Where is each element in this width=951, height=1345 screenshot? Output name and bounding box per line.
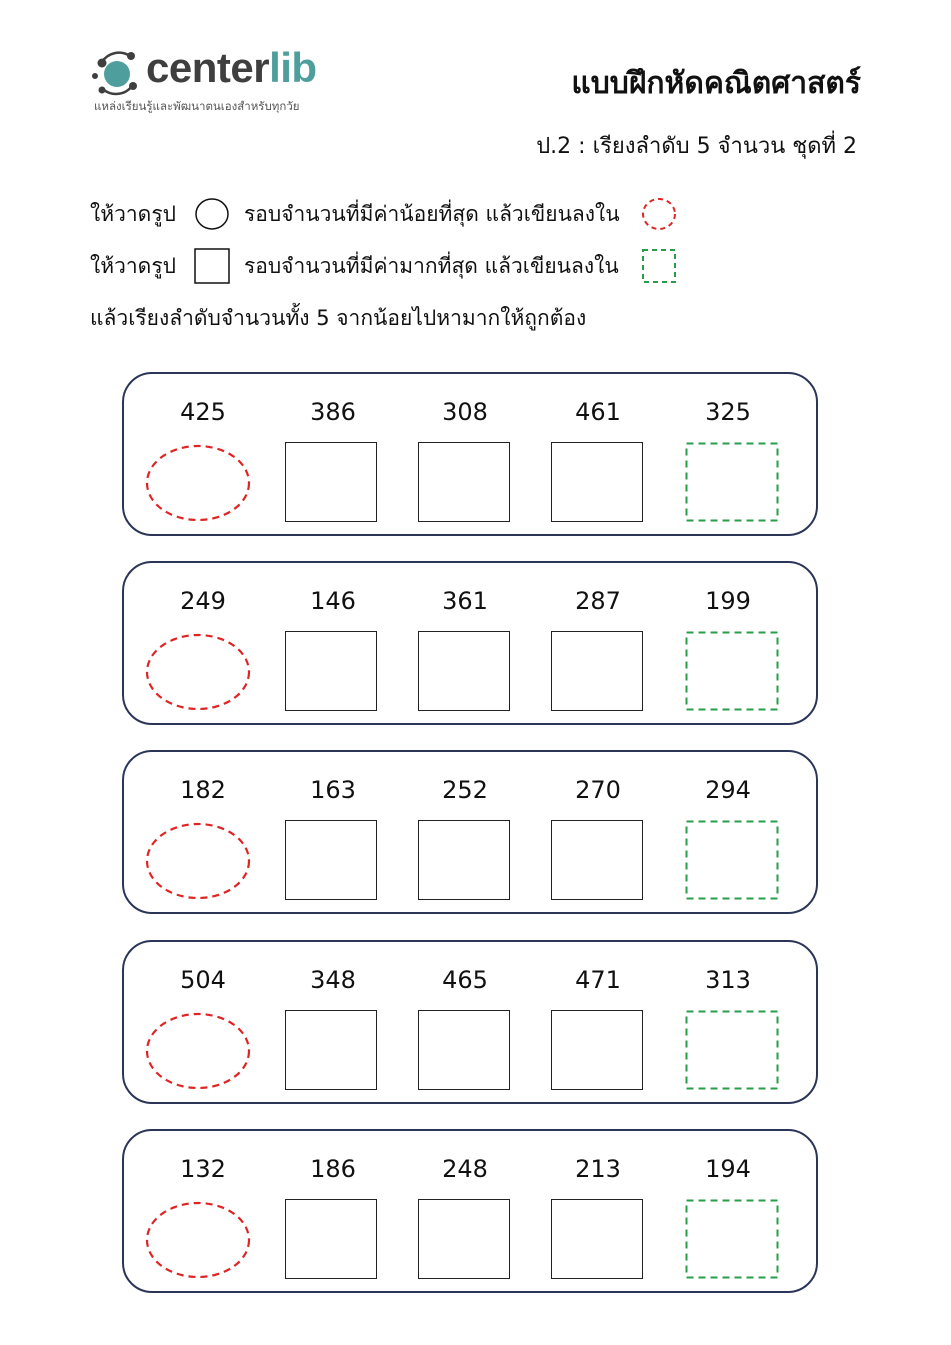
number-1: 249	[180, 587, 226, 615]
number-2: 348	[310, 966, 356, 994]
circle-shape-icon	[194, 197, 230, 231]
answer-box-3[interactable]	[418, 1199, 510, 1279]
exercise-row-1	[122, 372, 818, 536]
largest-answer-box[interactable]	[685, 631, 779, 711]
answer-box-2[interactable]	[285, 631, 377, 711]
green-dashed-square-icon	[641, 248, 677, 284]
exercise-row-5	[122, 1129, 818, 1293]
answer-box-3[interactable]	[418, 442, 510, 522]
number-2: 186	[310, 1155, 356, 1183]
red-dashed-circle-icon	[640, 196, 678, 232]
number-4: 471	[575, 966, 621, 994]
answer-box-4[interactable]	[551, 1199, 643, 1279]
number-5: 313	[705, 966, 751, 994]
number-3: 252	[442, 776, 488, 804]
answer-box-4[interactable]	[551, 820, 643, 900]
answer-box-3[interactable]	[418, 1010, 510, 1090]
instruction-line-3: แล้วเรียงลำดับจำนวนทั้ง 5 จากน้อยไปหามากให้ถูกต้อง	[90, 305, 587, 330]
number-3: 361	[442, 587, 488, 615]
exercise-row-4	[122, 940, 818, 1104]
exercise-row-2	[122, 561, 818, 725]
logo-wordmark-part2: lib	[269, 44, 317, 91]
smallest-answer-circle[interactable]	[145, 633, 251, 711]
largest-answer-box[interactable]	[685, 442, 779, 522]
square-shape-icon	[194, 248, 230, 284]
smallest-answer-circle[interactable]	[145, 822, 251, 900]
answer-box-4[interactable]	[551, 442, 643, 522]
answer-box-4[interactable]	[551, 1010, 643, 1090]
logo-molecule-icon	[92, 46, 144, 98]
exercise-row-3	[122, 750, 818, 914]
instruction-1-prefix: ให้วาดรูป	[90, 201, 176, 226]
logo	[92, 38, 352, 118]
number-5: 325	[705, 398, 751, 426]
instruction-2-prefix: ให้วาดรูป	[90, 253, 176, 278]
number-3: 465	[442, 966, 488, 994]
largest-answer-box[interactable]	[685, 1199, 779, 1279]
smallest-answer-circle[interactable]	[145, 1201, 251, 1279]
number-4: 461	[575, 398, 621, 426]
instruction-line-2	[90, 248, 677, 284]
number-4: 270	[575, 776, 621, 804]
number-1: 182	[180, 776, 226, 804]
largest-answer-box[interactable]	[685, 1010, 779, 1090]
number-3: 248	[442, 1155, 488, 1183]
page-subtitle: ป.2 : เรียงลำดับ 5 จำนวน ชุดที่ 2	[536, 134, 857, 159]
number-2: 163	[310, 776, 356, 804]
answer-box-2[interactable]	[285, 1010, 377, 1090]
number-1: 132	[180, 1155, 226, 1183]
number-2: 146	[310, 587, 356, 615]
instruction-1-suffix: รอบจำนวนที่มีค่าน้อยที่สุด แล้วเขียนลงใน	[243, 201, 620, 226]
smallest-answer-circle[interactable]	[145, 1012, 251, 1090]
number-3: 308	[442, 398, 488, 426]
number-4: 213	[575, 1155, 621, 1183]
answer-box-2[interactable]	[285, 820, 377, 900]
logo-wordmark	[146, 44, 317, 92]
number-4: 287	[575, 587, 621, 615]
number-5: 194	[705, 1155, 751, 1183]
number-5: 199	[705, 587, 751, 615]
number-1: 425	[180, 398, 226, 426]
answer-box-2[interactable]	[285, 1199, 377, 1279]
answer-box-3[interactable]	[418, 820, 510, 900]
logo-wordmark-part1: center	[146, 44, 270, 91]
logo-tagline: แหล่งเรียนรู้และพัฒนาตนเองสำหรับทุกวัย	[94, 99, 300, 113]
instruction-line-1	[90, 196, 678, 232]
number-2: 386	[310, 398, 356, 426]
number-1: 504	[180, 966, 226, 994]
instruction-2-suffix: รอบจำนวนที่มีค่ามากที่สุด แล้วเขียนลงใน	[243, 253, 619, 278]
largest-answer-box[interactable]	[685, 820, 779, 900]
answer-box-4[interactable]	[551, 631, 643, 711]
answer-box-3[interactable]	[418, 631, 510, 711]
answer-box-2[interactable]	[285, 442, 377, 522]
number-5: 294	[705, 776, 751, 804]
smallest-answer-circle[interactable]	[145, 444, 251, 522]
page-title: แบบฝึกหัดคณิตศาสตร์	[571, 66, 861, 101]
